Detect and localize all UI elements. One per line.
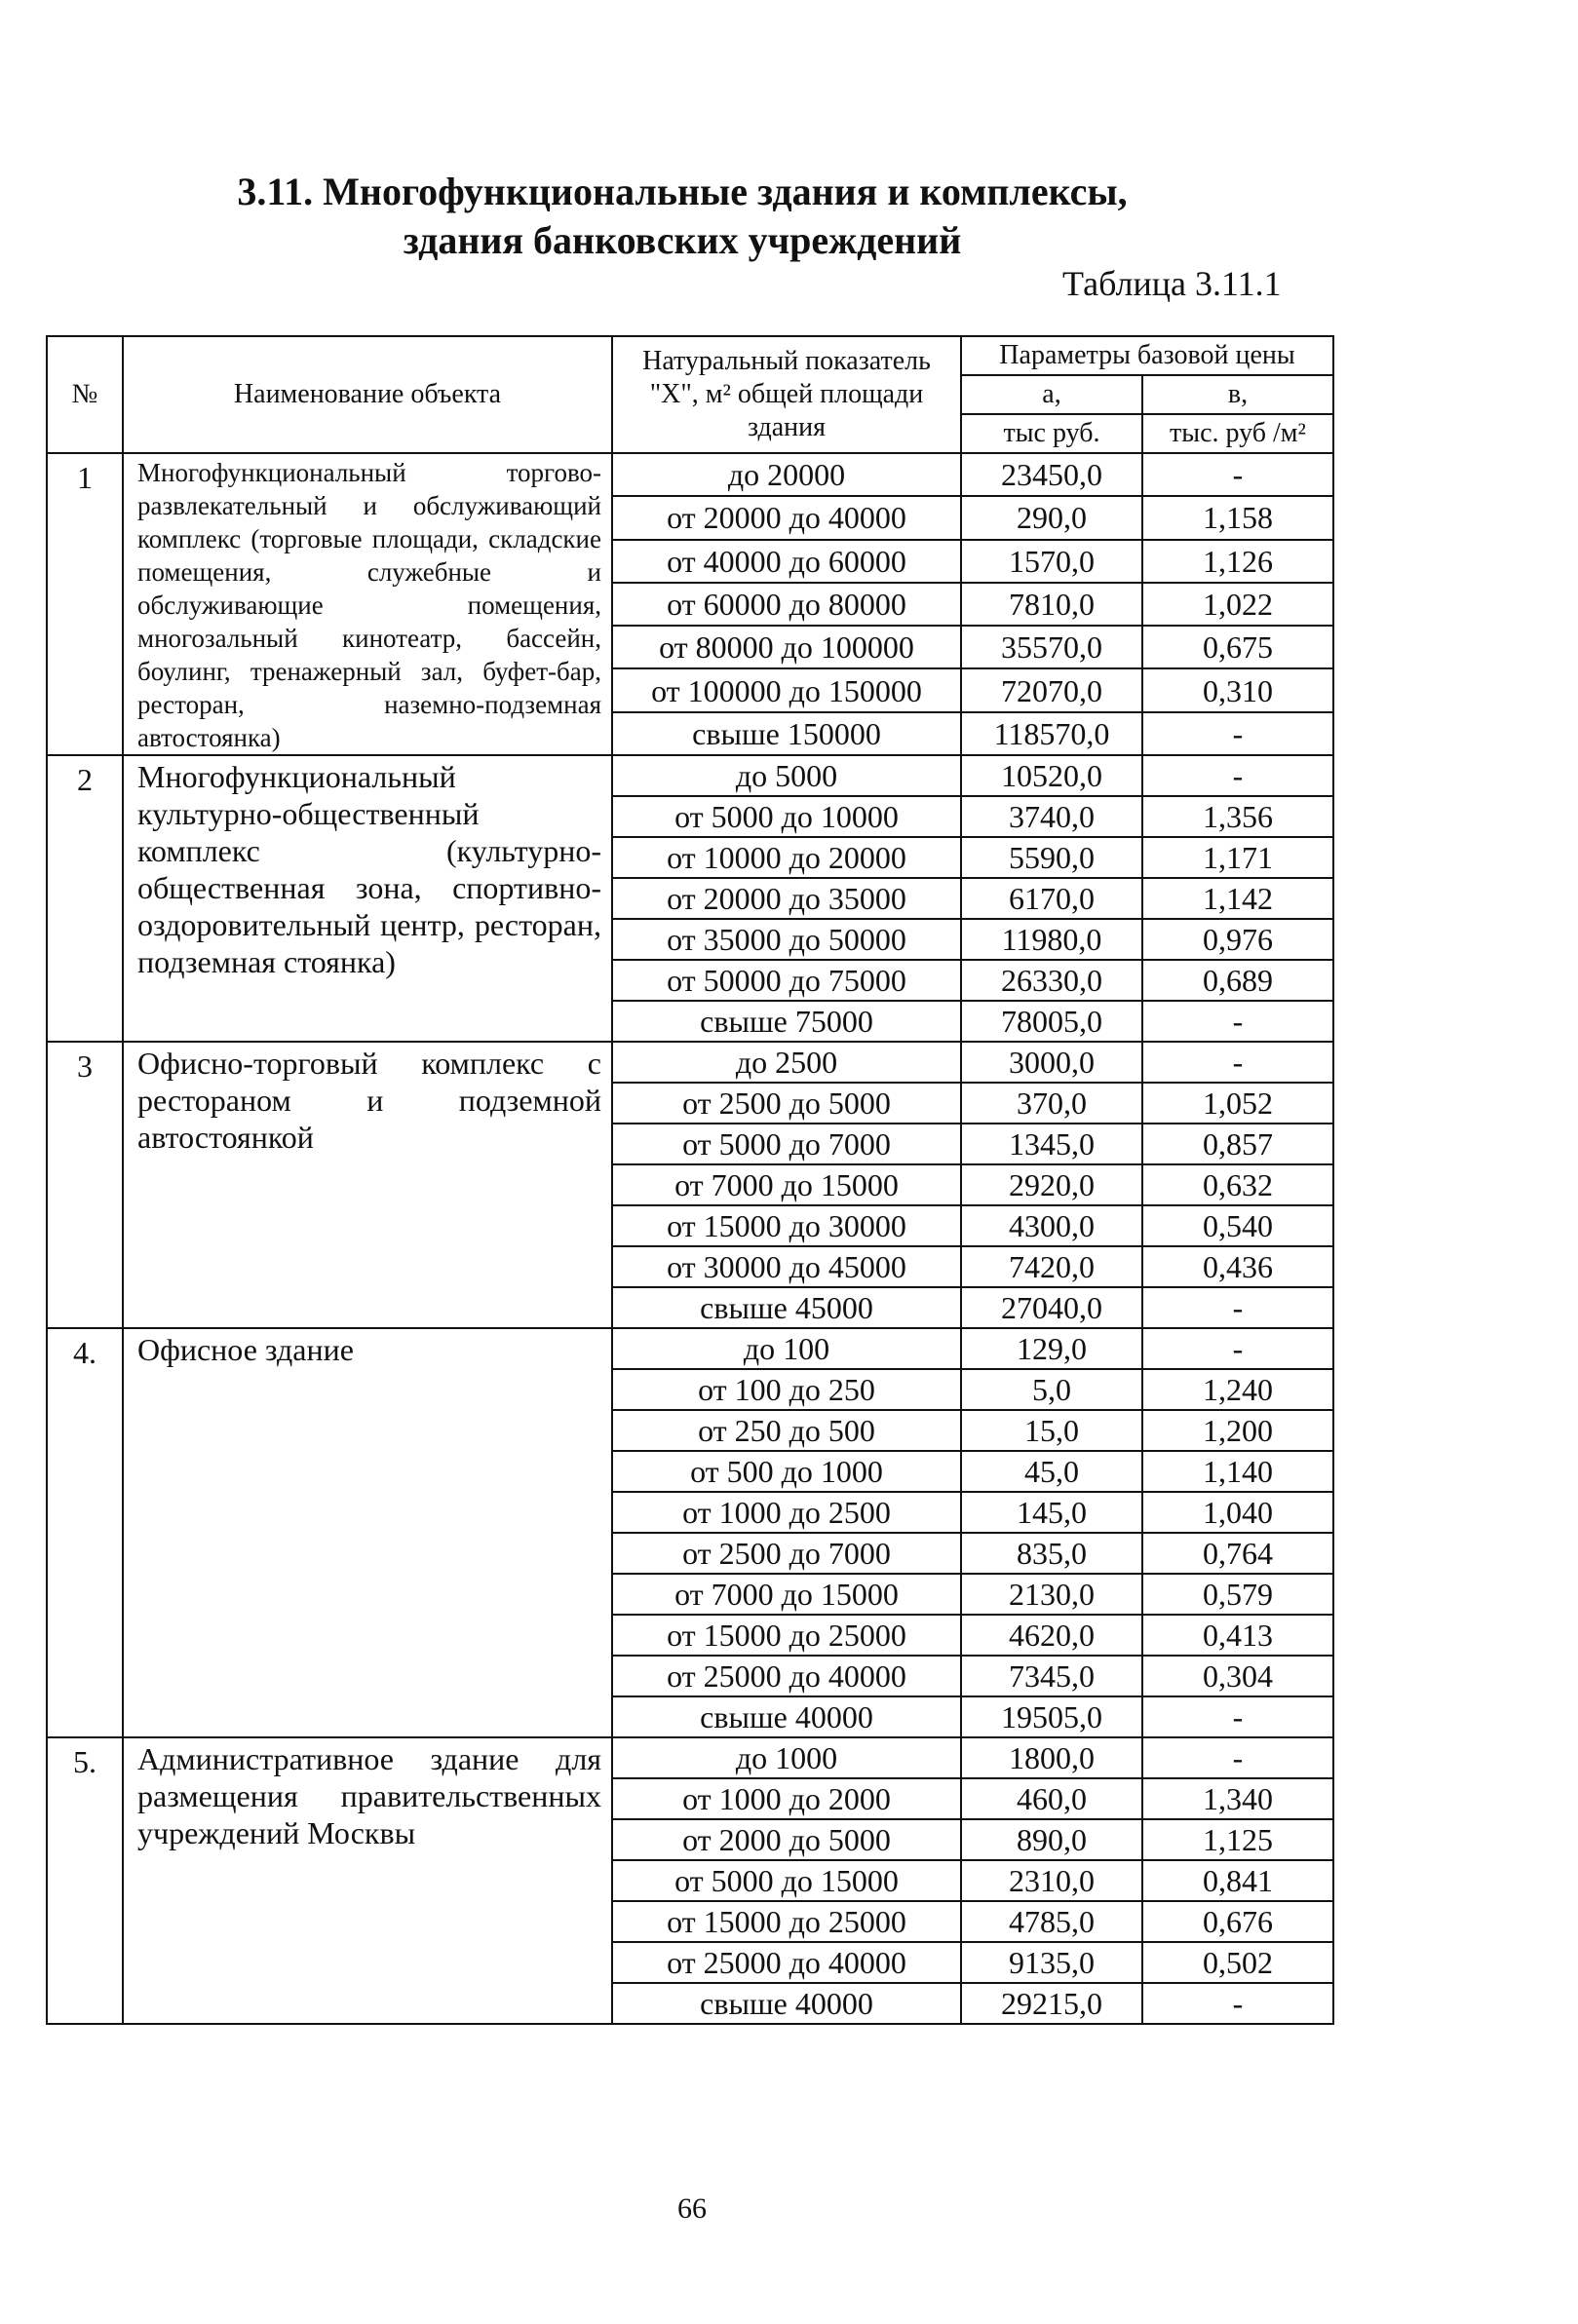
price-b: 0,689 bbox=[1142, 960, 1333, 1001]
object-name: Многофункциональный торгово-развлекательный и обслуживающий комплекс (торговые площади, складские помещения, служебные и обслуживающие помещения, многозальный кинотеатр, бассейн, боулинг, тренажерный зал, буфет-бар, ресторан, наземно-подземная автостоянка) bbox=[123, 453, 612, 755]
area-range: от 10000 до 20000 bbox=[612, 837, 961, 878]
area-range: от 20000 до 35000 bbox=[612, 878, 961, 919]
area-range: до 20000 bbox=[612, 453, 961, 496]
title-line-2: здания банковских учреждений bbox=[403, 218, 962, 262]
price-b: - bbox=[1142, 1001, 1333, 1042]
object-name: Офисно-торговый комплекс с рестораном и подземной автостоянкой bbox=[123, 1042, 612, 1328]
price-b: - bbox=[1142, 1737, 1333, 1778]
header-a: а, bbox=[961, 375, 1142, 414]
price-a: 1345,0 bbox=[961, 1124, 1142, 1164]
price-b: 0,841 bbox=[1142, 1860, 1333, 1901]
price-a: 7810,0 bbox=[961, 583, 1142, 626]
price-b: 1,340 bbox=[1142, 1778, 1333, 1819]
header-a-unit: тыс руб. bbox=[961, 414, 1142, 453]
area-range: от 80000 до 100000 bbox=[612, 626, 961, 668]
price-b: 0,632 bbox=[1142, 1164, 1333, 1205]
area-range: от 7000 до 15000 bbox=[612, 1164, 961, 1205]
price-a: 5590,0 bbox=[961, 837, 1142, 878]
price-b: 1,240 bbox=[1142, 1369, 1333, 1410]
price-a: 4620,0 bbox=[961, 1615, 1142, 1656]
price-b: 0,976 bbox=[1142, 919, 1333, 960]
price-a: 35570,0 bbox=[961, 626, 1142, 668]
area-range: от 25000 до 40000 bbox=[612, 1942, 961, 1983]
area-range: до 5000 bbox=[612, 755, 961, 796]
area-range: до 100 bbox=[612, 1328, 961, 1369]
table-row bbox=[47, 453, 1333, 496]
area-range: от 500 до 1000 bbox=[612, 1451, 961, 1492]
area-range: от 50000 до 75000 bbox=[612, 960, 961, 1001]
price-a: 27040,0 bbox=[961, 1287, 1142, 1328]
area-range: свыше 150000 bbox=[612, 712, 961, 755]
price-a: 4300,0 bbox=[961, 1205, 1142, 1246]
price-b: 1,052 bbox=[1142, 1083, 1333, 1124]
object-number: 5. bbox=[47, 1737, 123, 2024]
price-a: 26330,0 bbox=[961, 960, 1142, 1001]
price-b: - bbox=[1142, 1287, 1333, 1328]
area-range: от 15000 до 25000 bbox=[612, 1901, 961, 1942]
price-a: 835,0 bbox=[961, 1533, 1142, 1574]
price-a: 118570,0 bbox=[961, 712, 1142, 755]
table-row bbox=[47, 1737, 1333, 1778]
area-range: от 25000 до 40000 bbox=[612, 1656, 961, 1696]
price-a: 2920,0 bbox=[961, 1164, 1142, 1205]
header-object-name: Наименование объекта bbox=[123, 336, 612, 453]
price-a: 3740,0 bbox=[961, 796, 1142, 837]
price-a: 129,0 bbox=[961, 1328, 1142, 1369]
price-a: 370,0 bbox=[961, 1083, 1142, 1124]
area-range: от 15000 до 30000 bbox=[612, 1205, 961, 1246]
price-b: - bbox=[1142, 1696, 1333, 1737]
area-range: от 100 до 250 bbox=[612, 1369, 961, 1410]
area-range: от 20000 до 40000 bbox=[612, 496, 961, 539]
price-b: 0,675 bbox=[1142, 626, 1333, 668]
price-b: 0,304 bbox=[1142, 1656, 1333, 1696]
area-range: от 30000 до 45000 bbox=[612, 1246, 961, 1287]
price-a: 1570,0 bbox=[961, 540, 1142, 583]
page-number: 66 bbox=[677, 2192, 707, 2225]
table-caption: Таблица 3.11.1 bbox=[1062, 264, 1282, 303]
price-b: 0,764 bbox=[1142, 1533, 1333, 1574]
table-row bbox=[47, 1042, 1333, 1083]
header-base-price-params: Параметры базовой цены bbox=[961, 336, 1333, 375]
area-range: от 100000 до 150000 bbox=[612, 668, 961, 711]
area-range: от 7000 до 15000 bbox=[612, 1574, 961, 1615]
area-range: до 2500 bbox=[612, 1042, 961, 1083]
area-range: от 250 до 500 bbox=[612, 1410, 961, 1451]
price-a: 7345,0 bbox=[961, 1656, 1142, 1696]
price-b: 0,579 bbox=[1142, 1574, 1333, 1615]
price-a: 5,0 bbox=[961, 1369, 1142, 1410]
header-b: в, bbox=[1142, 375, 1333, 414]
header-b-unit: тыс. руб /м² bbox=[1142, 414, 1333, 453]
price-b: 1,126 bbox=[1142, 540, 1333, 583]
price-b: 0,436 bbox=[1142, 1246, 1333, 1287]
header-natural-indicator: Натуральный показатель "Х", м² общей площади здания bbox=[612, 336, 961, 453]
area-range: свыше 45000 bbox=[612, 1287, 961, 1328]
price-b: 0,502 bbox=[1142, 1942, 1333, 1983]
object-name: Офисное здание bbox=[123, 1328, 612, 1737]
price-a: 1800,0 bbox=[961, 1737, 1142, 1778]
price-b: 1,356 bbox=[1142, 796, 1333, 837]
price-a: 11980,0 bbox=[961, 919, 1142, 960]
price-a: 3000,0 bbox=[961, 1042, 1142, 1083]
object-number: 4. bbox=[47, 1328, 123, 1737]
table-row bbox=[47, 755, 1333, 796]
area-range: от 5000 до 10000 bbox=[612, 796, 961, 837]
price-a: 2130,0 bbox=[961, 1574, 1142, 1615]
price-b: - bbox=[1142, 453, 1333, 496]
table-row bbox=[47, 1328, 1333, 1369]
price-b: 0,540 bbox=[1142, 1205, 1333, 1246]
area-range: от 5000 до 7000 bbox=[612, 1124, 961, 1164]
price-b: 1,022 bbox=[1142, 583, 1333, 626]
area-range: от 2000 до 5000 bbox=[612, 1819, 961, 1860]
price-a: 78005,0 bbox=[961, 1001, 1142, 1042]
price-a: 72070,0 bbox=[961, 668, 1142, 711]
area-range: от 2500 до 5000 bbox=[612, 1083, 961, 1124]
price-b: - bbox=[1142, 712, 1333, 755]
area-range: от 1000 до 2000 bbox=[612, 1778, 961, 1819]
price-b: 1,140 bbox=[1142, 1451, 1333, 1492]
price-a: 460,0 bbox=[961, 1778, 1142, 1819]
price-a: 145,0 bbox=[961, 1492, 1142, 1533]
page-title bbox=[0, 168, 1365, 265]
price-b: 0,676 bbox=[1142, 1901, 1333, 1942]
price-b: 0,857 bbox=[1142, 1124, 1333, 1164]
area-range: от 40000 до 60000 bbox=[612, 540, 961, 583]
price-a: 4785,0 bbox=[961, 1901, 1142, 1942]
price-a: 23450,0 bbox=[961, 453, 1142, 496]
price-a: 890,0 bbox=[961, 1819, 1142, 1860]
price-b: 0,310 bbox=[1142, 668, 1333, 711]
table-body bbox=[47, 453, 1333, 2024]
price-b: 1,040 bbox=[1142, 1492, 1333, 1533]
price-b: 1,158 bbox=[1142, 496, 1333, 539]
price-a: 290,0 bbox=[961, 496, 1142, 539]
area-range: от 1000 до 2500 bbox=[612, 1492, 961, 1533]
price-a: 9135,0 bbox=[961, 1942, 1142, 1983]
price-b: - bbox=[1142, 1042, 1333, 1083]
price-b: - bbox=[1142, 1983, 1333, 2024]
object-name: Административное здание для размещения правительственных учреждений Москвы bbox=[123, 1737, 612, 2024]
object-number: 3 bbox=[47, 1042, 123, 1328]
price-b: 1,171 bbox=[1142, 837, 1333, 878]
area-range: от 15000 до 25000 bbox=[612, 1615, 961, 1656]
price-a: 6170,0 bbox=[961, 878, 1142, 919]
price-a: 10520,0 bbox=[961, 755, 1142, 796]
price-a: 2310,0 bbox=[961, 1860, 1142, 1901]
area-range: свыше 75000 bbox=[612, 1001, 961, 1042]
area-range: от 5000 до 15000 bbox=[612, 1860, 961, 1901]
price-b: 1,200 bbox=[1142, 1410, 1333, 1451]
area-range: от 35000 до 50000 bbox=[612, 919, 961, 960]
price-b: 1,125 bbox=[1142, 1819, 1333, 1860]
price-table bbox=[46, 335, 1334, 2025]
price-b: - bbox=[1142, 755, 1333, 796]
area-range: свыше 40000 bbox=[612, 1696, 961, 1737]
price-a: 19505,0 bbox=[961, 1696, 1142, 1737]
price-a: 29215,0 bbox=[961, 1983, 1142, 2024]
object-number: 1 bbox=[47, 453, 123, 755]
price-a: 45,0 bbox=[961, 1451, 1142, 1492]
price-a: 7420,0 bbox=[961, 1246, 1142, 1287]
area-range: до 1000 bbox=[612, 1737, 961, 1778]
title-line-1: 3.11. Многофункциональные здания и комплексы, bbox=[237, 170, 1128, 213]
object-number: 2 bbox=[47, 755, 123, 1042]
price-b: 1,142 bbox=[1142, 878, 1333, 919]
header-number: № bbox=[47, 336, 123, 453]
price-b: - bbox=[1142, 1328, 1333, 1369]
area-range: от 2500 до 7000 bbox=[612, 1533, 961, 1574]
area-range: свыше 40000 bbox=[612, 1983, 961, 2024]
area-range: от 60000 до 80000 bbox=[612, 583, 961, 626]
object-name: Многофункциональный культурно-общественный комплекс (культурно-общественная зона, спортивно-оздоровительный центр, ресторан, подземная стоянка) bbox=[123, 755, 612, 1042]
price-b: 0,413 bbox=[1142, 1615, 1333, 1656]
price-a: 15,0 bbox=[961, 1410, 1142, 1451]
